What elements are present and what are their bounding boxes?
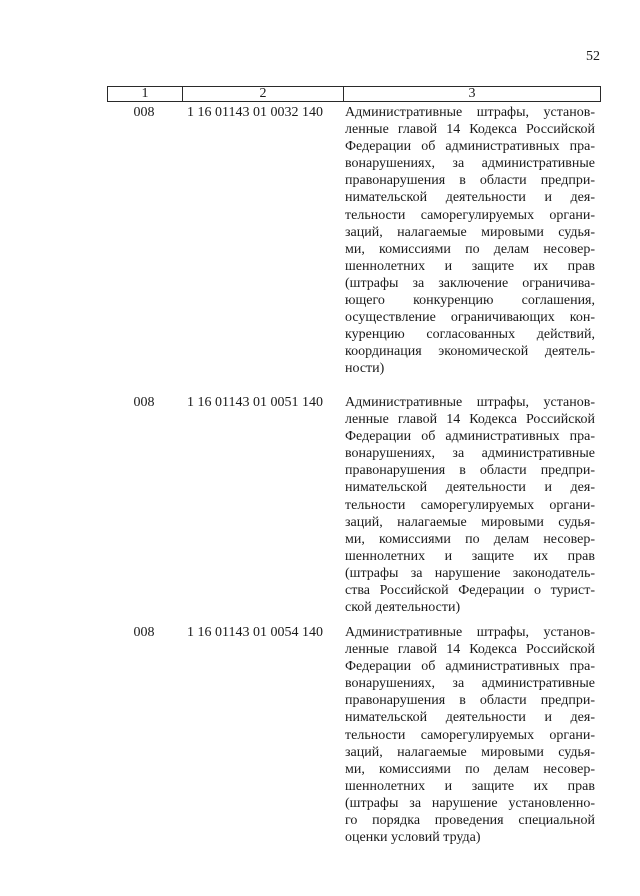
column-header-2: 2 xyxy=(183,87,344,102)
description-line: правонарушения в области предпри- xyxy=(345,463,595,479)
description-line: заций, налагаемые мировыми судья- xyxy=(345,514,595,530)
income-description xyxy=(345,394,595,616)
description-line: нимательской деятельности и дея- xyxy=(345,190,595,206)
description-line: ской деятельности) xyxy=(345,600,461,616)
description-line: Федерации об административных пра- xyxy=(345,429,595,445)
description-line: нимательской деятельности и дея- xyxy=(345,480,595,496)
description-line: куренцию согласованных действий, xyxy=(345,327,595,343)
description-line: (штрафы за нарушение законодатель- xyxy=(345,565,595,581)
income-description xyxy=(345,104,595,378)
description-line: Административные штрафы, установ- xyxy=(345,395,595,410)
description-line: шеннолетних и защите их прав xyxy=(345,778,595,794)
description-line: (штрафы за заключение ограничива- xyxy=(345,275,595,291)
admin-code: 008 xyxy=(133,105,155,120)
column-header-3: 3 xyxy=(344,87,601,102)
description-line: заций, налагаемые мировыми судья- xyxy=(345,744,595,760)
column-header-row xyxy=(108,87,601,102)
description-line: ми, комиссиями по делам несовер- xyxy=(345,531,595,547)
description-line: ми, комиссиями по делам несовер- xyxy=(345,761,595,777)
description-line: правонарушения в области предпри- xyxy=(345,173,595,189)
column-header-1: 1 xyxy=(108,87,183,102)
description-line: ми, комиссиями по делам несовер- xyxy=(345,241,595,257)
description-line: шеннолетних и защите их прав xyxy=(345,258,595,274)
description-line: Федерации об административных пра- xyxy=(345,659,595,675)
description-line: Федерации об административных пра- xyxy=(345,139,595,155)
description-line: Административные штрафы, установ- xyxy=(345,625,595,640)
budget-classification-code: 1 16 01143 01 0051 140 xyxy=(187,395,323,410)
admin-code: 008 xyxy=(133,395,155,410)
description-line: правонарушения в области предпри- xyxy=(345,693,595,709)
description-line: заций, налагаемые мировыми судья- xyxy=(345,224,595,240)
description-line: (штрафы за нарушение установленно- xyxy=(345,795,595,811)
description-line: го порядка проведения специальной xyxy=(345,813,595,829)
description-line: ющего конкуренцию соглашения, xyxy=(345,293,595,309)
description-line: оценки условий труда) xyxy=(345,830,481,846)
description-line: вонарушениях, за административные xyxy=(345,676,595,692)
description-line: нимательской деятельности и дея- xyxy=(345,710,595,726)
description-line: тельности саморегулируемых органи- xyxy=(345,207,595,223)
description-line: тельности саморегулируемых органи- xyxy=(345,727,595,743)
description-line: осуществление ограничивающих кон- xyxy=(345,310,595,326)
description-line: ленные главой 14 Кодекса Российской xyxy=(345,642,595,658)
description-line: вонарушениях, за административные xyxy=(345,446,595,462)
description-line: Административные штрафы, установ- xyxy=(345,105,595,120)
description-line: ности) xyxy=(345,361,385,377)
description-line: шеннолетних и защите их прав xyxy=(345,548,595,564)
page-number: 52 xyxy=(586,49,600,64)
description-line: тельности саморегулируемых органи- xyxy=(345,497,595,513)
column-header-table xyxy=(107,86,601,102)
description-line: ства Российской Федерации о турист- xyxy=(345,583,595,599)
admin-code: 008 xyxy=(133,625,155,640)
income-description xyxy=(345,624,595,846)
budget-classification-code: 1 16 01143 01 0032 140 xyxy=(187,105,323,120)
budget-classification-code: 1 16 01143 01 0054 140 xyxy=(187,625,323,640)
description-line: координация экономической деятель- xyxy=(345,344,595,360)
description-line: вонарушениях, за административные xyxy=(345,156,595,172)
description-line: ленные главой 14 Кодекса Российской xyxy=(345,412,595,428)
description-line: ленные главой 14 Кодекса Российской xyxy=(345,122,595,138)
